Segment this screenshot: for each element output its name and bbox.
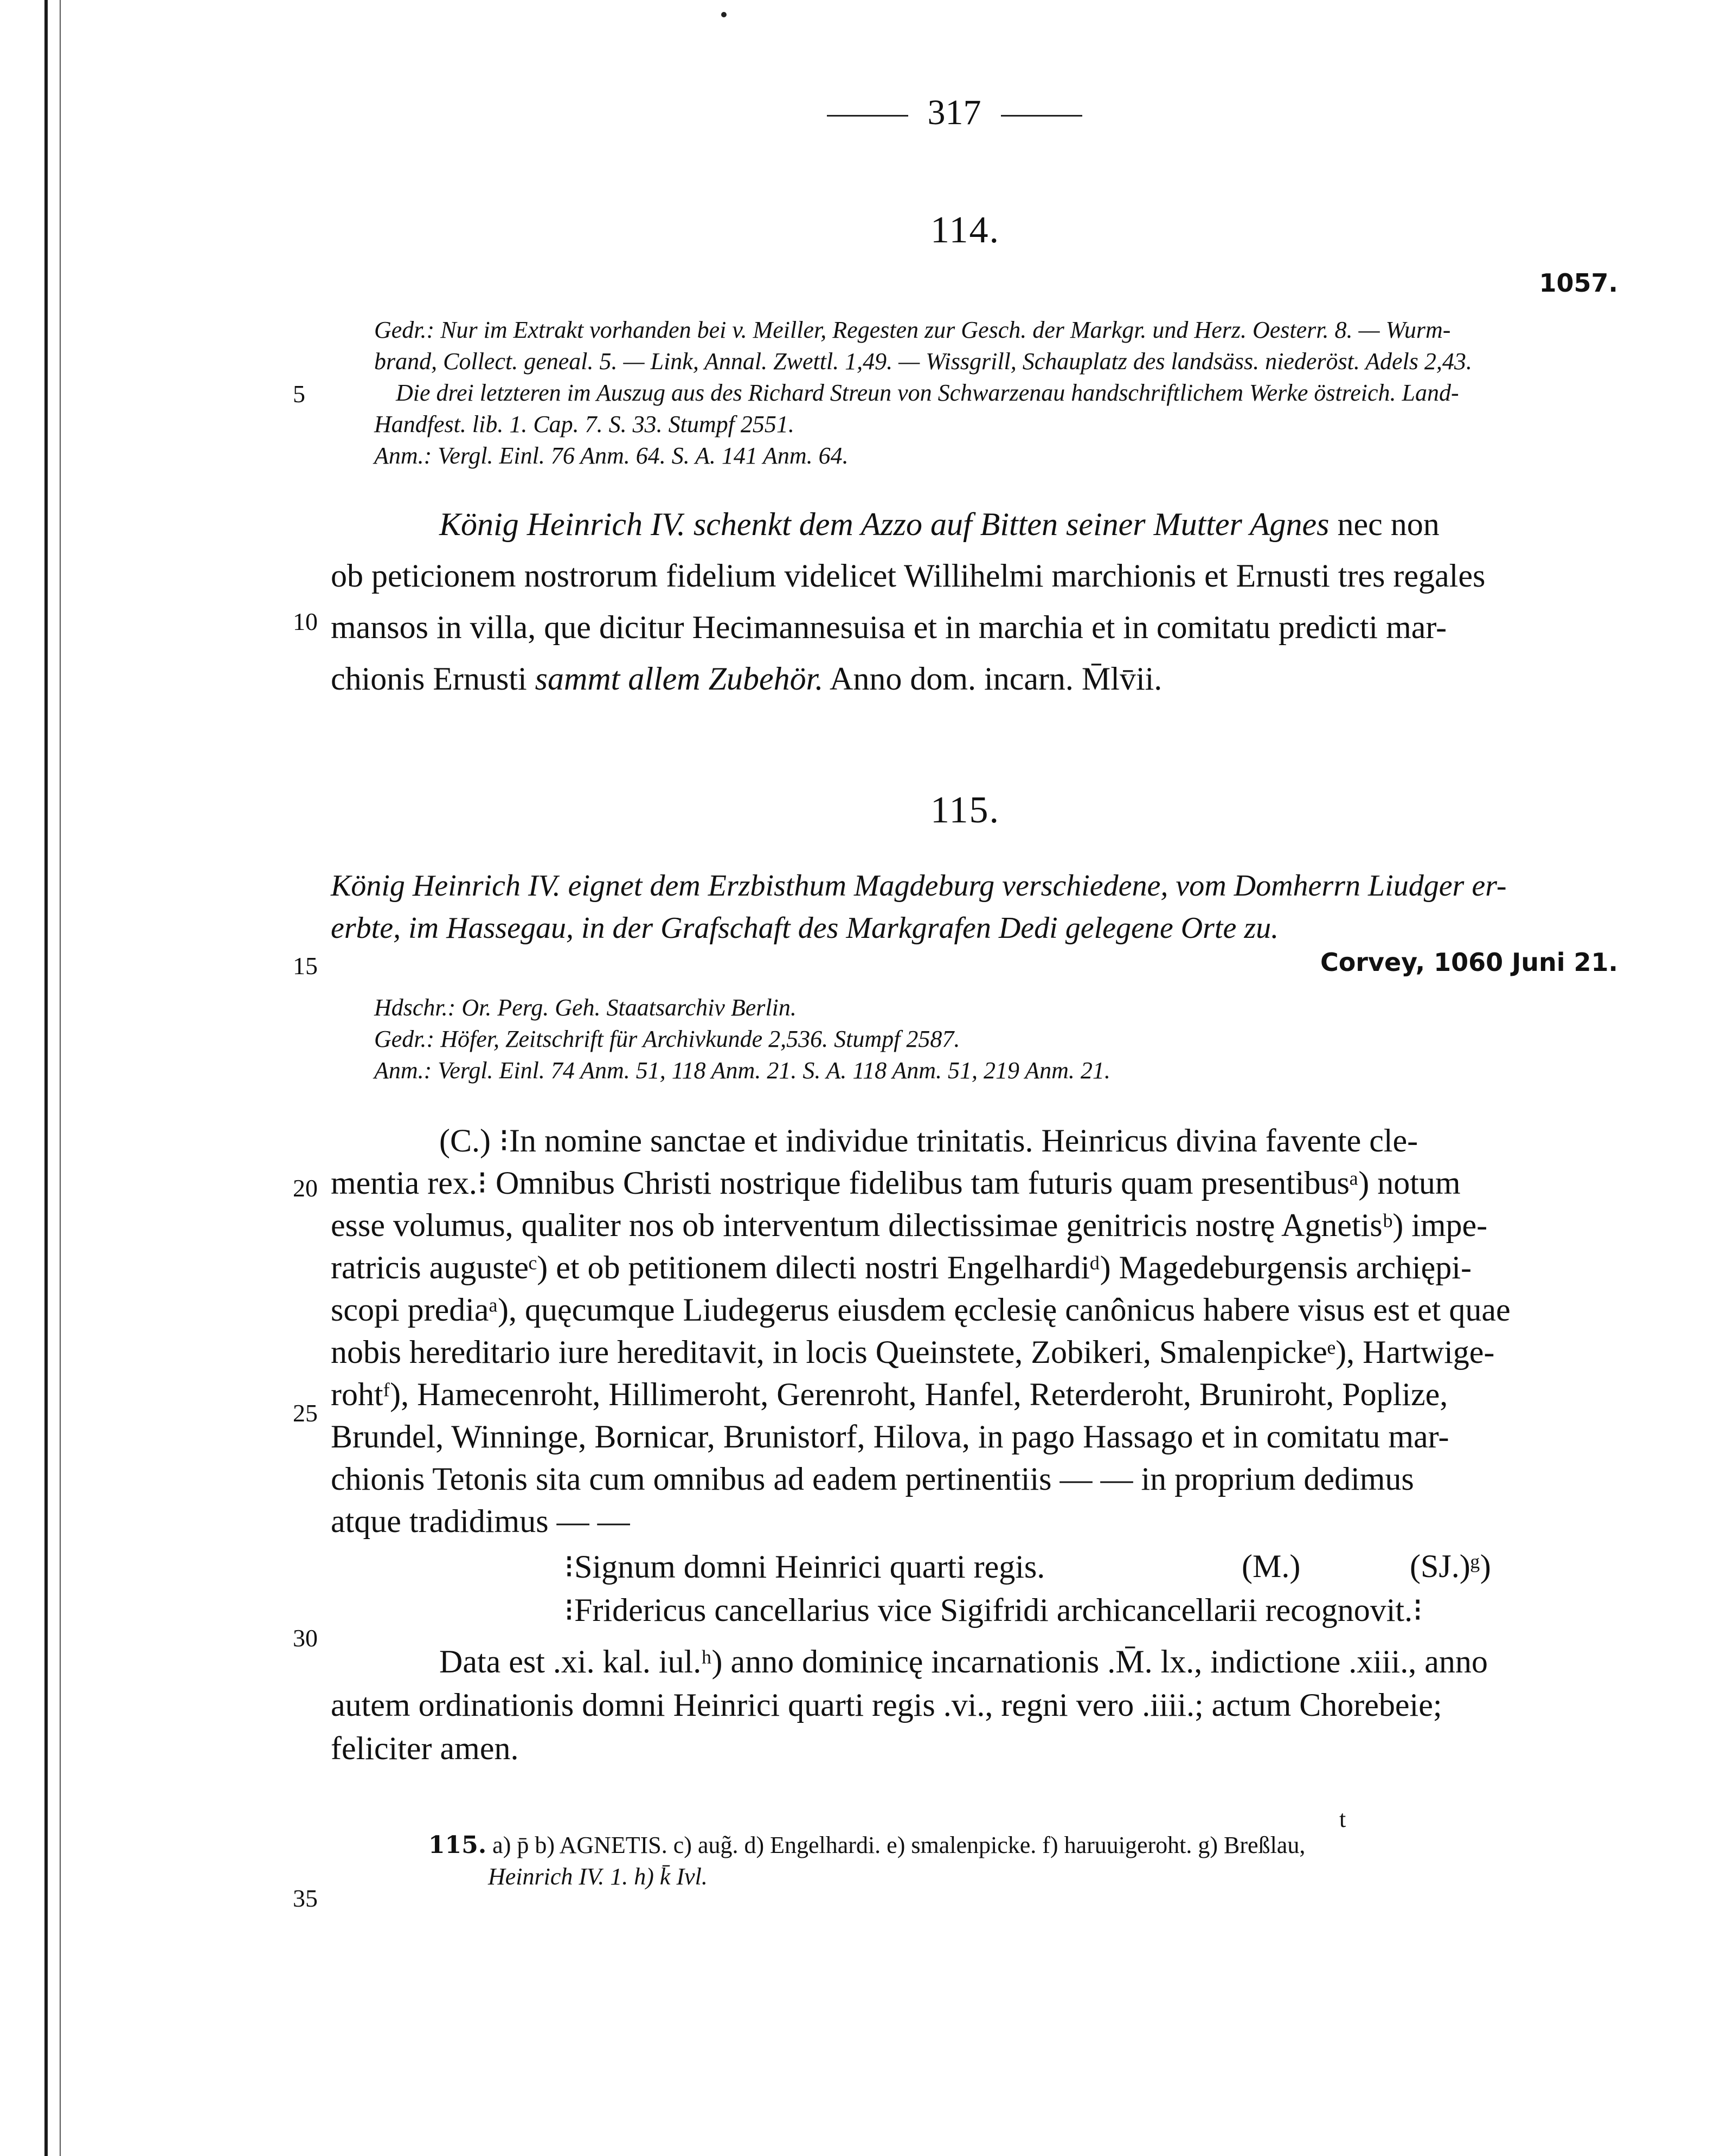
regest-line: König Heinrich IV. eignet dem Erzbisthum Magdeburg verschiedene, vom Domherrn Liudger er- — [331, 869, 1507, 903]
seal-mark: (SJ.)ᵍ) — [1410, 1548, 1491, 1584]
apparatus-line: Die drei letzteren im Auszug aus des Richard Streun von Schwarzenau handschriftlichem Werke östreich. Land- — [396, 379, 1459, 406]
datum-line: feliciter amen. — [331, 1730, 519, 1766]
apparatus-114 — [374, 314, 1618, 472]
line-number: 5 — [293, 380, 305, 408]
datum-line: autem ordinationis domni Heinrici quarti regis .vi., regni vero .iiii.; actum Chorebeie; — [331, 1687, 1442, 1723]
line-number: 35 — [293, 1884, 318, 1912]
document-date-114: 1057. — [1539, 268, 1618, 298]
charter-text-115 — [331, 1119, 1618, 1542]
line-number: 30 — [293, 1624, 318, 1652]
apparatus-line: Hdschr.: Or. Perg. Geh. Staatsarchiv Berlin. — [374, 994, 797, 1021]
line-number: 25 — [293, 1399, 318, 1427]
text-line: rohtᶠ), Hamecenroht, Hillimeroht, Gerenroht, Hanfel, Reterderoht, Bruniroht, Poplize, — [331, 1376, 1448, 1412]
footnotes-115 — [428, 1830, 1618, 1893]
footnote-line: Heinrich IV. 1. h) k̄ Ivl. — [488, 1863, 708, 1890]
signum-line: ⁝Signum domni Heinrici quarti regis. (M.) (SJ.)ᵍ) — [564, 1548, 1491, 1585]
document-number-115: 115. — [930, 789, 1000, 831]
regest-line: ob peticionem nostrorum fidelium videlicet Willihelmi marchionis et Ernusti tres regales — [331, 558, 1486, 594]
regest-line: mansos in villa, que dicitur Hecimannesuisa et in marchia et in comitatu predicti mar- — [331, 609, 1447, 645]
binding-edge — [44, 0, 48, 2156]
regest-line: chionis Ernusti sammt allem Zubehör. Anno dom. incarn. M̄lv̄ii. — [331, 661, 1163, 697]
apparatus-line: Handfest. lib. 1. Cap. 7. S. 33. Stumpf 2551. — [374, 411, 794, 437]
rule-left — [827, 115, 908, 117]
regest-114 — [331, 499, 1618, 705]
text-line: atque tradidimus — — — [331, 1503, 630, 1539]
binding-edge-shadow — [60, 0, 61, 2156]
text-line: (C.) ⁝In nomine sanctae et individue trinitatis. Heinricus divina favente cle- — [439, 1123, 1418, 1159]
footnote-superscript: t — [1339, 1806, 1346, 1832]
place-date-115: Corvey, 1060 Juni 21. — [1320, 948, 1618, 977]
apparatus-line: Gedr.: Nur im Extrakt vorhanden bei v. Meiller, Regesten zur Gesch. der Markgr. und Herz. Oesterr. 8. — Wurm- — [374, 317, 1451, 343]
apparatus-line: Anm.: Vergl. Einl. 74 Anm. 51, 118 Anm. 21. S. A. 118 Anm. 51, 219 Anm. 21. — [374, 1057, 1110, 1084]
regest-line: König Heinrich IV. schenkt dem Azzo auf Bitten seiner Mutter Agnes nec non — [439, 506, 1440, 542]
document-number-114: 114. — [930, 209, 1000, 251]
line-number: 15 — [293, 952, 318, 980]
text-line: mentia rex.⁝ Omnibus Christi nostrique fidelibus tam futuris quam presentibusᵃ) notum — [331, 1165, 1461, 1201]
regest-115 — [331, 865, 1618, 949]
datum-line: Data est .xi. kal. iul.ʰ) anno dominicę incarnationis .M̄. lx., indictione .xiii., anno — [439, 1644, 1488, 1679]
recognition-line: ⁝Fridericus cancellarius vice Sigifridi archicancellarii recognovit.⁝ — [564, 1592, 1423, 1628]
text-line: scopi prediaᵃ), quęcumque Liudegerus eiusdem ęcclesię canônicus habere visus est et quae — [331, 1292, 1511, 1328]
apparatus-line: brand, Collect. geneal. 5. — Link, Annal. Zwettl. 1,49. — Wissgrill, Schauplatz des landsäss. niederöst. Adels 2,43. — [374, 348, 1472, 375]
text-line: esse volumus, qualiter nos ob interventum dilectissimae genitricis nostrę Agnetisᵇ) impe- — [331, 1207, 1488, 1243]
apparatus-line: Anm.: Vergl. Einl. 76 Anm. 64. S. A. 141 Anm. 64. — [374, 442, 849, 469]
text-line: nobis hereditario iure hereditavit, in locis Queinstete, Zobikeri, Smalenpickeᵉ), Hartwige- — [331, 1334, 1495, 1370]
page-number: 317 — [802, 92, 1106, 133]
text-line: ratricis augusteᶜ) et ob petitionem dilecti nostri Engelhardiᵈ) Magedeburgensis archiępi- — [331, 1250, 1472, 1285]
line-number: 10 — [293, 608, 318, 635]
footnote-line: 115. a) p̄ b) AGNETIS. c) aug̃. d) Engelhardi. e) smalenpicke. f) haruuigeroht. g) Breßlau, — [428, 1831, 1306, 1859]
text-line: chionis Tetonis sita cum omnibus ad eadem pertinentiis — — in proprium dedimus — [331, 1461, 1414, 1497]
rule-right — [1001, 115, 1082, 117]
monogram-mark: (M.) — [1242, 1548, 1301, 1584]
regest-line: erbte, im Hassegau, in der Grafschaft des Markgrafen Dedi gelegene Orte zu. — [331, 911, 1279, 945]
line-number: 20 — [293, 1174, 318, 1202]
datum-115 — [331, 1640, 1618, 1770]
apparatus-line: Gedr.: Höfer, Zeitschrift für Archivkunde 2,536. Stumpf 2587. — [374, 1026, 960, 1052]
text-line: Brundel, Winninge, Bornicar, Brunistorf, Hilova, in pago Hassago et in comitatu mar- — [331, 1419, 1449, 1455]
ink-speck — [721, 12, 727, 17]
apparatus-115 — [374, 992, 1618, 1086]
